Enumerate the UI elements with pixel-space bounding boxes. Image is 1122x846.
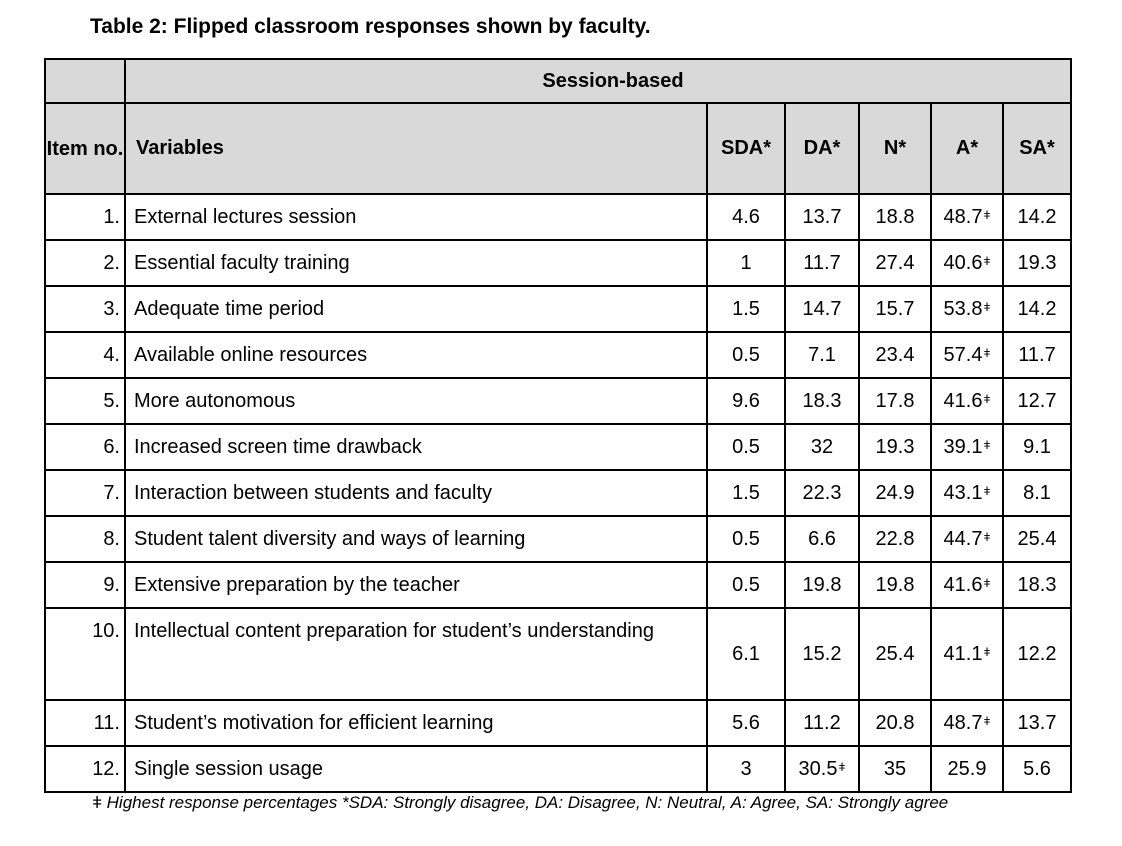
sda-value-text: 4.6 <box>732 205 760 228</box>
a-value-text: 40.6 <box>943 251 983 274</box>
sda-value-text: 3 <box>740 757 752 780</box>
table-row <box>45 516 1071 562</box>
n-value-text: 24.9 <box>875 481 915 504</box>
sda-value <box>707 194 785 240</box>
a-value-text: 41.6 <box>943 573 983 596</box>
item-number: 2. <box>45 240 125 286</box>
sda-value-text: 0.5 <box>732 573 760 596</box>
item-number: 3. <box>45 286 125 332</box>
a-value <box>931 194 1003 240</box>
sda-value <box>707 700 785 746</box>
a-value <box>931 608 1003 700</box>
da-value-text: 11.7 <box>803 251 841 274</box>
a-value-text: 41.1 <box>943 642 983 665</box>
da-value-text: 19.8 <box>802 573 842 596</box>
highest-response-marker: ǂ <box>983 253 991 268</box>
item-number: 12. <box>45 746 125 792</box>
a-value <box>931 470 1003 516</box>
a-value <box>931 332 1003 378</box>
sda-value <box>707 332 785 378</box>
table-footnote: ǂ Highest response percentages *SDA: Strongly disagree, DA: Disagree, N: Neutral, A: Agree, SA: Strongly agree <box>92 793 949 812</box>
da-value <box>785 562 859 608</box>
n-value-text: 15.7 <box>875 297 915 320</box>
da-value-text: 32 <box>810 435 834 458</box>
a-value <box>931 286 1003 332</box>
n-value-text: 22.8 <box>875 527 915 550</box>
table-title: Table 2: Flipped classroom responses shown by faculty. <box>90 15 651 38</box>
highest-response-marker: ǂ <box>983 529 991 544</box>
item-number: 6. <box>45 424 125 470</box>
sa-value <box>1003 286 1071 332</box>
da-value <box>785 700 859 746</box>
sda-value <box>707 562 785 608</box>
sa-value-text: 14.2 <box>1017 205 1057 228</box>
sa-value-text: 14.2 <box>1017 297 1057 320</box>
da-value-text: 30.5 <box>798 757 838 780</box>
sda-value-text: 0.5 <box>732 343 760 366</box>
n-value <box>859 286 931 332</box>
sa-value-text: 12.7 <box>1017 389 1057 412</box>
a-value <box>931 746 1003 792</box>
sa-value <box>1003 516 1071 562</box>
variable-name: More autonomous <box>125 378 707 424</box>
n-value <box>859 424 931 470</box>
da-value <box>785 194 859 240</box>
table-row <box>45 332 1071 378</box>
a-value <box>931 516 1003 562</box>
sda-value <box>707 424 785 470</box>
highest-response-marker: ǂ <box>983 713 991 728</box>
a-value-text: 39.1 <box>943 435 983 458</box>
n-value-text: 23.4 <box>875 343 915 366</box>
variables-header: Variables <box>125 103 707 194</box>
da-value <box>785 608 859 700</box>
da-value-text: 22.3 <box>802 481 842 504</box>
da-value-text: 14.7 <box>802 297 842 320</box>
sda-header: SDA* <box>707 103 785 194</box>
da-value <box>785 378 859 424</box>
n-value-text: 20.8 <box>875 711 915 734</box>
session-based-header: Session-based <box>125 59 1071 103</box>
sa-value-text: 18.3 <box>1017 573 1057 596</box>
a-value-text: 53.8 <box>943 297 983 320</box>
table-row <box>45 746 1071 792</box>
sa-value <box>1003 240 1071 286</box>
sa-header: SA* <box>1003 103 1071 194</box>
da-value <box>785 332 859 378</box>
da-value-text: 15.2 <box>802 642 842 665</box>
a-value <box>931 240 1003 286</box>
table-row <box>45 562 1071 608</box>
table-row <box>45 240 1071 286</box>
variable-name: Student’s motivation for efficient learning <box>125 700 707 746</box>
highest-response-marker: ǂ <box>983 345 991 360</box>
sda-value-text: 9.6 <box>732 389 760 412</box>
table-row <box>45 424 1071 470</box>
blank-header-cell <box>45 59 125 103</box>
n-value-text: 27.4 <box>875 251 915 274</box>
a-value-text: 41.6 <box>943 389 983 412</box>
sda-value <box>707 286 785 332</box>
n-value <box>859 378 931 424</box>
highest-response-marker: ǂ <box>838 759 846 774</box>
sda-value-text: 0.5 <box>732 527 760 550</box>
item-number: 1. <box>45 194 125 240</box>
a-value <box>931 378 1003 424</box>
sa-value <box>1003 746 1071 792</box>
da-value <box>785 470 859 516</box>
n-value <box>859 470 931 516</box>
n-value <box>859 700 931 746</box>
highest-response-marker: ǂ <box>983 299 991 314</box>
a-value-text: 48.7 <box>943 205 983 228</box>
highest-response-marker: ǂ <box>983 575 991 590</box>
a-value-text: 43.1 <box>943 481 983 504</box>
item-number: 9. <box>45 562 125 608</box>
table-row <box>45 470 1071 516</box>
sa-value-text: 5.6 <box>1023 757 1051 780</box>
table-row <box>45 194 1071 240</box>
n-value-text: 18.8 <box>875 205 915 228</box>
sa-value-text: 12.2 <box>1017 642 1057 665</box>
variable-name: Intellectual content preparation for student’s understanding <box>125 608 707 700</box>
n-value <box>859 194 931 240</box>
da-value-text: 6.6 <box>808 527 836 550</box>
sa-value-text: 11.7 <box>1018 343 1056 366</box>
da-value-text: 11.2 <box>803 711 841 734</box>
item-no-header: Item no. <box>45 103 125 194</box>
a-value <box>931 700 1003 746</box>
highest-response-marker: ǂ <box>983 437 991 452</box>
a-value-text: 57.4 <box>943 343 983 366</box>
variable-name: Single session usage <box>125 746 707 792</box>
n-header: N* <box>859 103 931 194</box>
responses-table <box>44 58 1072 793</box>
variable-name: Essential faculty training <box>125 240 707 286</box>
sda-value-text: 0.5 <box>732 435 760 458</box>
variable-name: External lectures session <box>125 194 707 240</box>
sda-value-text: 1.5 <box>732 297 760 320</box>
sa-value <box>1003 424 1071 470</box>
sa-value <box>1003 470 1071 516</box>
n-value <box>859 562 931 608</box>
sda-value <box>707 516 785 562</box>
sda-value-text: 5.6 <box>732 711 760 734</box>
sa-value-text: 8.1 <box>1023 481 1051 504</box>
variable-name: Increased screen time drawback <box>125 424 707 470</box>
sda-value <box>707 608 785 700</box>
da-value-text: 7.1 <box>808 343 836 366</box>
a-value-text: 48.7 <box>943 711 983 734</box>
highest-response-marker: ǂ <box>983 483 991 498</box>
item-number: 5. <box>45 378 125 424</box>
sa-value <box>1003 194 1071 240</box>
variable-name: Available online resources <box>125 332 707 378</box>
variable-name: Extensive preparation by the teacher <box>125 562 707 608</box>
item-number: 8. <box>45 516 125 562</box>
item-number: 11. <box>45 700 125 746</box>
sda-value <box>707 470 785 516</box>
sda-value <box>707 746 785 792</box>
item-number: 7. <box>45 470 125 516</box>
a-value <box>931 562 1003 608</box>
sa-value-text: 9.1 <box>1023 435 1051 458</box>
da-value <box>785 424 859 470</box>
highest-response-marker: ǂ <box>983 391 991 406</box>
sa-value <box>1003 562 1071 608</box>
variable-name: Student talent diversity and ways of learning <box>125 516 707 562</box>
a-value-text: 44.7 <box>943 527 983 550</box>
table-row <box>45 700 1071 746</box>
highest-response-marker: ǂ <box>983 644 991 659</box>
highest-response-marker: ǂ <box>983 207 991 222</box>
n-value <box>859 516 931 562</box>
da-value-text: 13.7 <box>802 205 842 228</box>
item-number: 10. <box>45 608 125 700</box>
n-value-text: 17.8 <box>875 389 915 412</box>
sa-value <box>1003 378 1071 424</box>
sa-value-text: 19.3 <box>1017 251 1057 274</box>
n-value-text: 19.8 <box>875 573 915 596</box>
a-value-text: 25.9 <box>947 757 987 780</box>
n-value <box>859 608 931 700</box>
n-value <box>859 240 931 286</box>
variable-name: Interaction between students and faculty <box>125 470 707 516</box>
sa-value <box>1003 608 1071 700</box>
da-value <box>785 240 859 286</box>
variable-name: Adequate time period <box>125 286 707 332</box>
n-value-text: 25.4 <box>875 642 915 665</box>
a-value <box>931 424 1003 470</box>
n-value-text: 19.3 <box>875 435 915 458</box>
table-row <box>45 378 1071 424</box>
sa-value <box>1003 700 1071 746</box>
a-header: A* <box>931 103 1003 194</box>
da-value <box>785 286 859 332</box>
sda-value-text: 6.1 <box>732 642 760 665</box>
sda-value-text: 1 <box>740 251 752 274</box>
n-value-text: 35 <box>883 757 907 780</box>
da-value <box>785 746 859 792</box>
n-value <box>859 746 931 792</box>
sa-value-text: 25.4 <box>1017 527 1057 550</box>
da-value-text: 18.3 <box>802 389 842 412</box>
item-number: 4. <box>45 332 125 378</box>
table-row <box>45 608 1071 700</box>
sa-value <box>1003 332 1071 378</box>
da-header: DA* <box>785 103 859 194</box>
sda-value <box>707 240 785 286</box>
sda-value <box>707 378 785 424</box>
da-value <box>785 516 859 562</box>
sda-value-text: 1.5 <box>732 481 760 504</box>
table-row <box>45 286 1071 332</box>
n-value <box>859 332 931 378</box>
sa-value-text: 13.7 <box>1017 711 1057 734</box>
